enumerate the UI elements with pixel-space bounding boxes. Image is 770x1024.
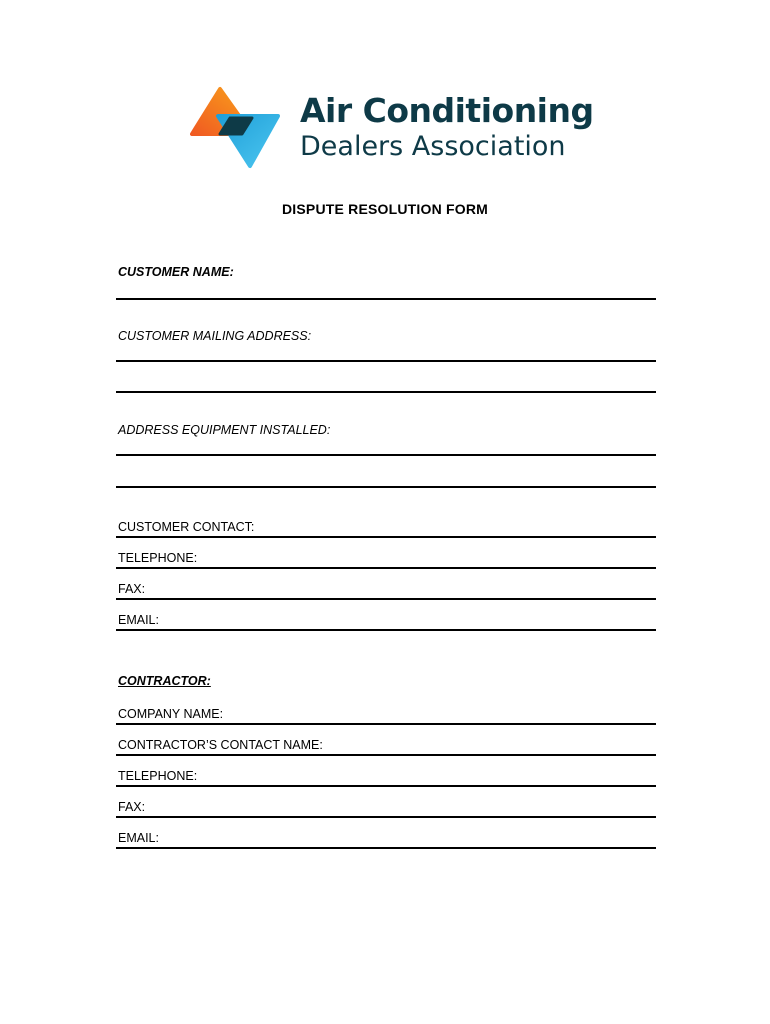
mailing-address-line-1[interactable] bbox=[116, 360, 656, 362]
company-name-line[interactable] bbox=[116, 723, 656, 725]
customer-telephone-line[interactable] bbox=[116, 567, 656, 569]
contractor-fax-line[interactable] bbox=[116, 816, 656, 818]
logo-mark-icon bbox=[190, 86, 282, 170]
customer-email-line[interactable] bbox=[116, 629, 656, 631]
customer-fax-line[interactable] bbox=[116, 598, 656, 600]
contractor-telephone-line[interactable] bbox=[116, 785, 656, 787]
customer-fax-label: FAX: bbox=[118, 582, 146, 596]
customer-name-line[interactable] bbox=[116, 298, 656, 300]
equipment-address-line-1[interactable] bbox=[116, 454, 656, 456]
contractor-email-label: EMAIL: bbox=[118, 831, 159, 845]
contractor-heading: CONTRACTOR: bbox=[118, 674, 211, 688]
customer-contact-line[interactable] bbox=[116, 536, 656, 538]
contractor-contact-name-label: CONTRACTOR’S CONTACT NAME: bbox=[118, 738, 323, 752]
customer-telephone-label: TELEPHONE: bbox=[118, 551, 198, 565]
customer-mailing-address-label: CUSTOMER MAILING ADDRESS: bbox=[118, 329, 312, 343]
contractor-email-line[interactable] bbox=[116, 847, 656, 849]
logo-line-2: Dealers Association bbox=[300, 131, 566, 162]
company-name-label: COMPANY NAME: bbox=[118, 707, 224, 721]
customer-contact-label: CUSTOMER CONTACT: bbox=[118, 520, 255, 534]
customer-email-label: EMAIL: bbox=[118, 613, 159, 627]
logo-line-1: Air Conditioning bbox=[300, 91, 594, 130]
contractor-fax-label: FAX: bbox=[118, 800, 146, 814]
acda-logo bbox=[190, 86, 594, 172]
equipment-address-line-2[interactable] bbox=[116, 486, 656, 488]
contractor-contact-name-line[interactable] bbox=[116, 754, 656, 756]
customer-name-label: CUSTOMER NAME: bbox=[118, 265, 234, 279]
form-title: DISPUTE RESOLUTION FORM bbox=[281, 201, 489, 217]
contractor-telephone-label: TELEPHONE: bbox=[118, 769, 198, 783]
address-equipment-installed-label: ADDRESS EQUIPMENT INSTALLED: bbox=[118, 423, 331, 437]
mailing-address-line-2[interactable] bbox=[116, 391, 656, 393]
logo-wordmark bbox=[300, 92, 594, 164]
